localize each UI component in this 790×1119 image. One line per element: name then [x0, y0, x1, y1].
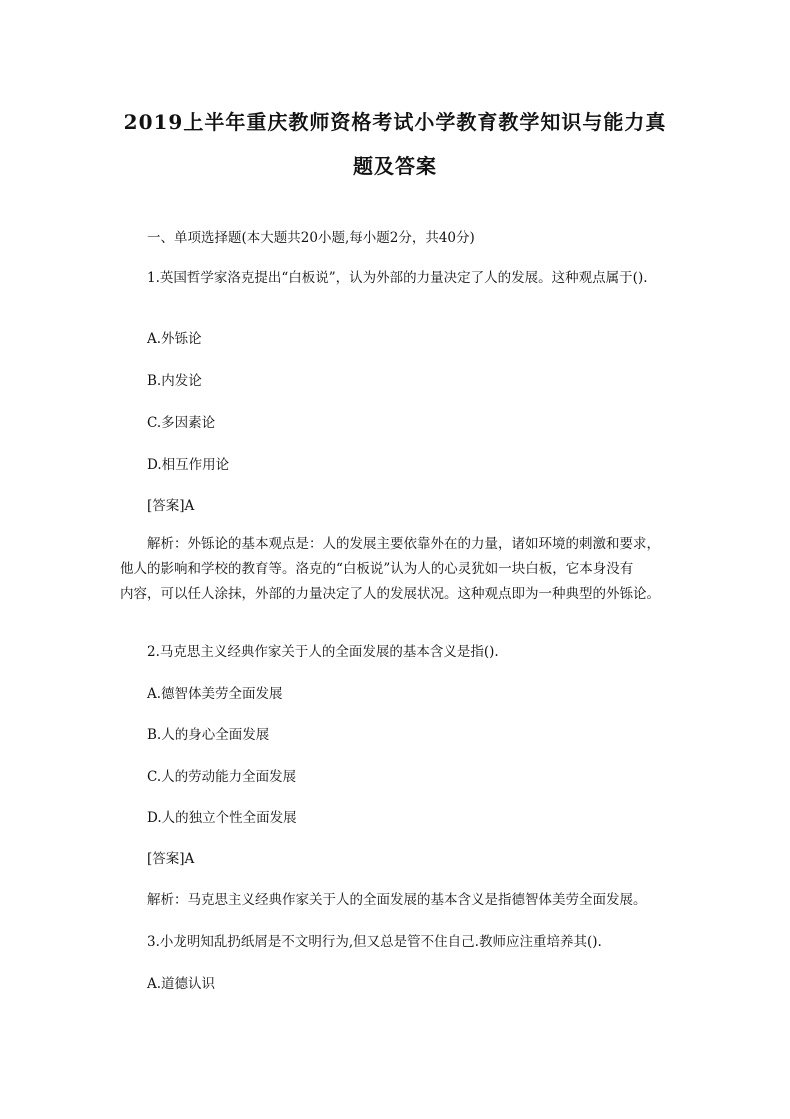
- question-1-option-b: B.内发论: [147, 373, 202, 389]
- question-1-stem: 1.英国哲学家洛克提出“白板说”，认为外部的力量决定了人的发展。这种观点属于().: [147, 270, 648, 286]
- question-2-option-b: B.人的身心全面发展: [147, 727, 270, 743]
- analysis-line: 他人的影响和学校的教育等。洛克的“白板说”认为人的心灵犹如一块白板，它本身没有: [120, 561, 634, 577]
- document-title-line-2: 题及答案: [353, 154, 437, 178]
- question-2-option-d: D.人的独立个性全面发展: [147, 810, 297, 826]
- document-title-line-1: 2019上半年重庆教师资格考试小学教育教学知识与能力真: [123, 110, 667, 134]
- question-1-option-c: C.多因素论: [147, 415, 216, 431]
- question-1-answer: [答案]A: [147, 498, 195, 514]
- analysis-line: 解析：外铄论的基本观点是：人的发展主要依靠外在的力量，诸如环境的刺激和要求，: [147, 536, 660, 552]
- question-1-option-a: A.外铄论: [147, 331, 202, 347]
- question-3-stem: 3.小龙明知乱扔纸屑是不文明行为,但又总是管不住自己.教师应注重培养其().: [147, 934, 602, 950]
- question-3-option-a: A.道德认识: [147, 976, 216, 992]
- question-2-stem: 2.马克思主义经典作家关于人的全面发展的基本含义是指().: [147, 644, 499, 660]
- analysis-line: 内容，可以任人涂抹，外部的力量决定了人的发展状况。这种观点即为一种典型的外铄论。: [120, 586, 660, 602]
- section-heading: 一、单项选择题(本大题共20小题,每小题2分，共40分): [147, 230, 475, 246]
- question-2-answer: [答案]A: [147, 851, 195, 867]
- question-2-option-c: C.人的劳动能力全面发展: [147, 769, 297, 785]
- question-1-option-d: D.相互作用论: [147, 457, 230, 473]
- question-2-option-a: A.德智体美劳全面发展: [147, 686, 283, 702]
- question-2-analysis: 解析：马克思主义经典作家关于人的全面发展的基本含义是指德智体美劳全面发展。: [147, 892, 647, 908]
- question-1-analysis: [120, 532, 680, 607]
